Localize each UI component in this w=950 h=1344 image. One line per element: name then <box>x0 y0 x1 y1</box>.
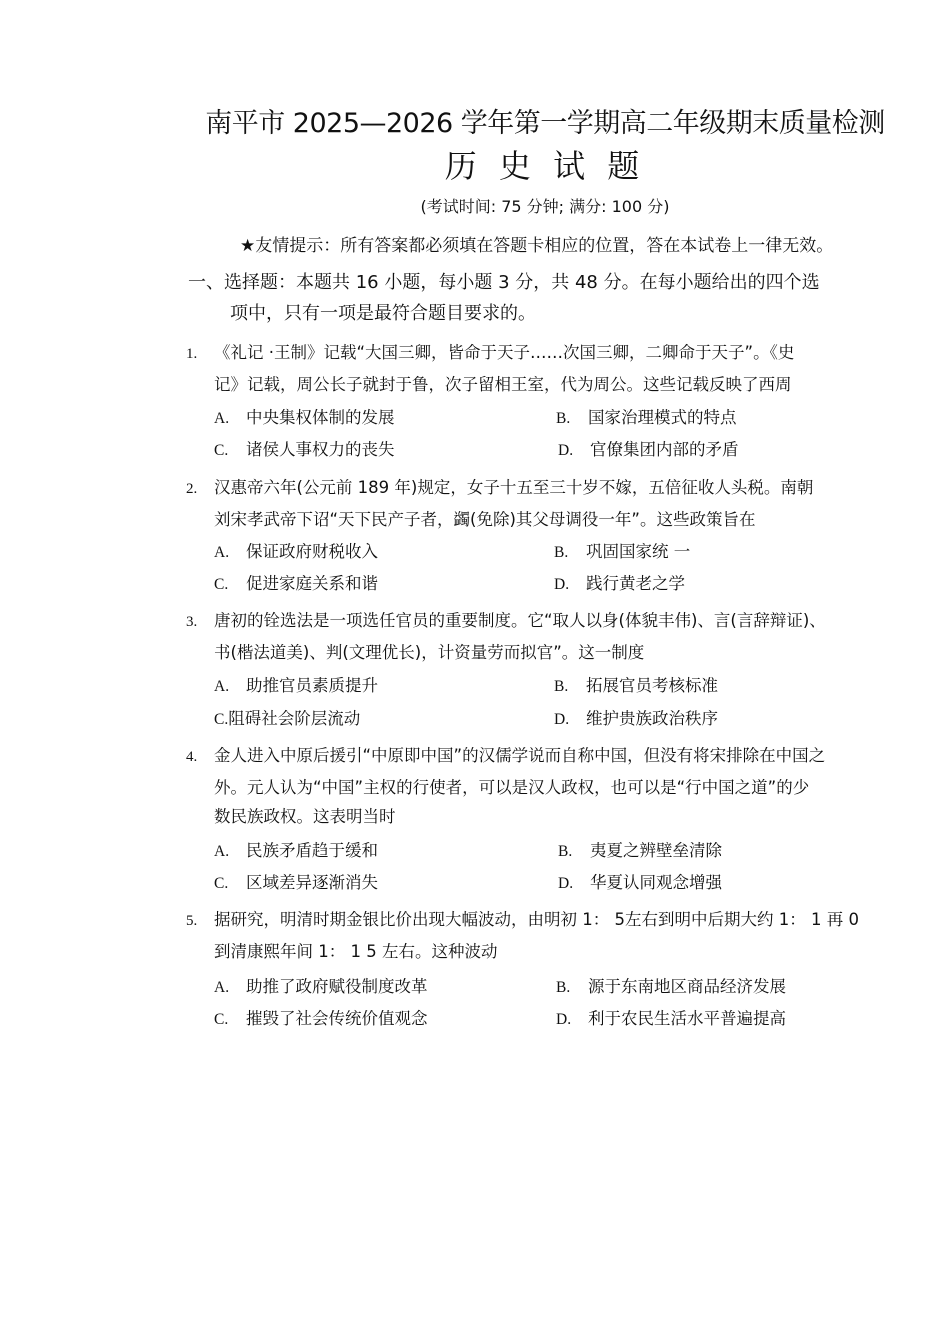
question-3 <box>186 606 891 667</box>
question-number: 3. <box>186 614 198 630</box>
subject-title: 历 史 试 题 <box>444 147 646 185</box>
question-text-line: 唐初的铨选法是一项选任官员的重要制度。它“取人以身(体貌丰伟)、言(言辞辩证)、 <box>214 611 826 630</box>
question-1-option-c: C. 诸侯人事权力的丧失 <box>214 440 395 459</box>
question-1 <box>186 338 891 399</box>
question-text-line: 金人进入中原后援引“中原即中国”的汉儒学说而自称中国，但没有将宋排除在中国之 <box>214 746 826 765</box>
question-2-option-b: B. 巩固国家统 一 <box>554 542 691 561</box>
question-3-option-d: D. 维护贵族政治秩序 <box>554 709 718 728</box>
exam-title: 南平市 2025—2026 学年第一学期高二年级期末质量检测 <box>205 108 885 139</box>
question-3-option-a: A. 助推官员素质提升 <box>214 676 378 695</box>
question-number: 2. <box>186 481 198 497</box>
question-4-option-a: A. 民族矛盾趋于缓和 <box>214 841 378 860</box>
question-text-line: 刘宋孝武帝下诏“天下民产子者，蠲(免除)其父母调役一年”。这些政策旨在 <box>214 509 756 529</box>
section-heading-line-2: 项中，只有一项是最符合题目要求的。 <box>230 303 536 324</box>
exam-info: (考试时间: 75 分钟; 满分: 100 分) <box>420 197 670 216</box>
question-text-line: 汉惠帝六年(公元前 189 年)规定，女子十五至三十岁不嫁，五倍征收人头税。南朝 <box>214 478 814 497</box>
question-5-option-a: A. 助推了政府赋役制度改革 <box>214 977 428 996</box>
question-text-line: 书(楷法道美)、判(文理优长)，计资量劳而拟官”。这一制度 <box>214 642 645 662</box>
question-3-option-b: B. 拓展官员考核标准 <box>554 676 718 695</box>
question-2-option-c: C. 促进家庭关系和谐 <box>214 574 378 593</box>
question-text-line: 到清康熙年间 1： 1 5 左右。这种波动 <box>214 941 498 961</box>
question-5 <box>186 905 891 966</box>
question-4-option-b: B. 夷夏之辨壁垒清除 <box>558 841 722 860</box>
question-4 <box>186 741 891 832</box>
question-2 <box>186 473 891 534</box>
question-number: 1. <box>186 346 198 362</box>
question-4-option-c: C. 区域差异逐渐消失 <box>214 873 378 892</box>
question-2-option-d: D. 践行黄老之学 <box>554 574 685 593</box>
question-text-line: 据研究，明清时期金银比价出现大幅波动，由明初 1： 5左右到明中后期大约 1： 1 再 0 <box>214 910 859 929</box>
question-1-option-d: D. 官僚集团内部的矛盾 <box>558 440 739 459</box>
question-text-line: 记》记载，周公长子就封于鲁，次子留相王室，代为周公。这些记载反映了西周 <box>214 374 792 394</box>
section-heading-line-1: 一、选择题：本题共 16 小题，每小题 3 分，共 48 分。在每小题给出的四个选 <box>188 272 820 293</box>
question-text-line: 《礼记 ·王制》记载“大国三卿，皆命于天子……次国三卿，二卿命于天子”。《史 <box>214 343 795 362</box>
question-5-option-c: C. 摧毁了社会传统价值观念 <box>214 1009 428 1028</box>
question-1-option-a: A. 中央集权体制的发展 <box>214 408 395 427</box>
section-heading <box>188 267 898 329</box>
question-1-option-b: B. 国家治理模式的特点 <box>556 408 737 427</box>
question-number: 5. <box>186 913 198 929</box>
question-number: 4. <box>186 749 198 765</box>
question-4-option-d: D. 华夏认同观念增强 <box>558 873 722 892</box>
question-2-option-a: A. 保证政府财税收入 <box>214 542 378 561</box>
question-text-line: 外。元人认为“中国”主权的行使者，可以是汉人政权，也可以是“行中国之道”的少 <box>214 777 810 797</box>
friendly-tip: ★友情提示：所有答案都必须填在答题卡相应的位置，答在本试卷上一律无效。 <box>240 236 834 256</box>
question-5-option-b: B. 源于东南地区商品经济发展 <box>556 977 786 996</box>
question-5-option-d: D. 利于农民生活水平普遍提高 <box>556 1009 786 1028</box>
question-3-option-c: C.阻碍社会阶层流动 <box>214 709 361 728</box>
question-text-line: 数民族政权。这表明当时 <box>214 807 396 826</box>
